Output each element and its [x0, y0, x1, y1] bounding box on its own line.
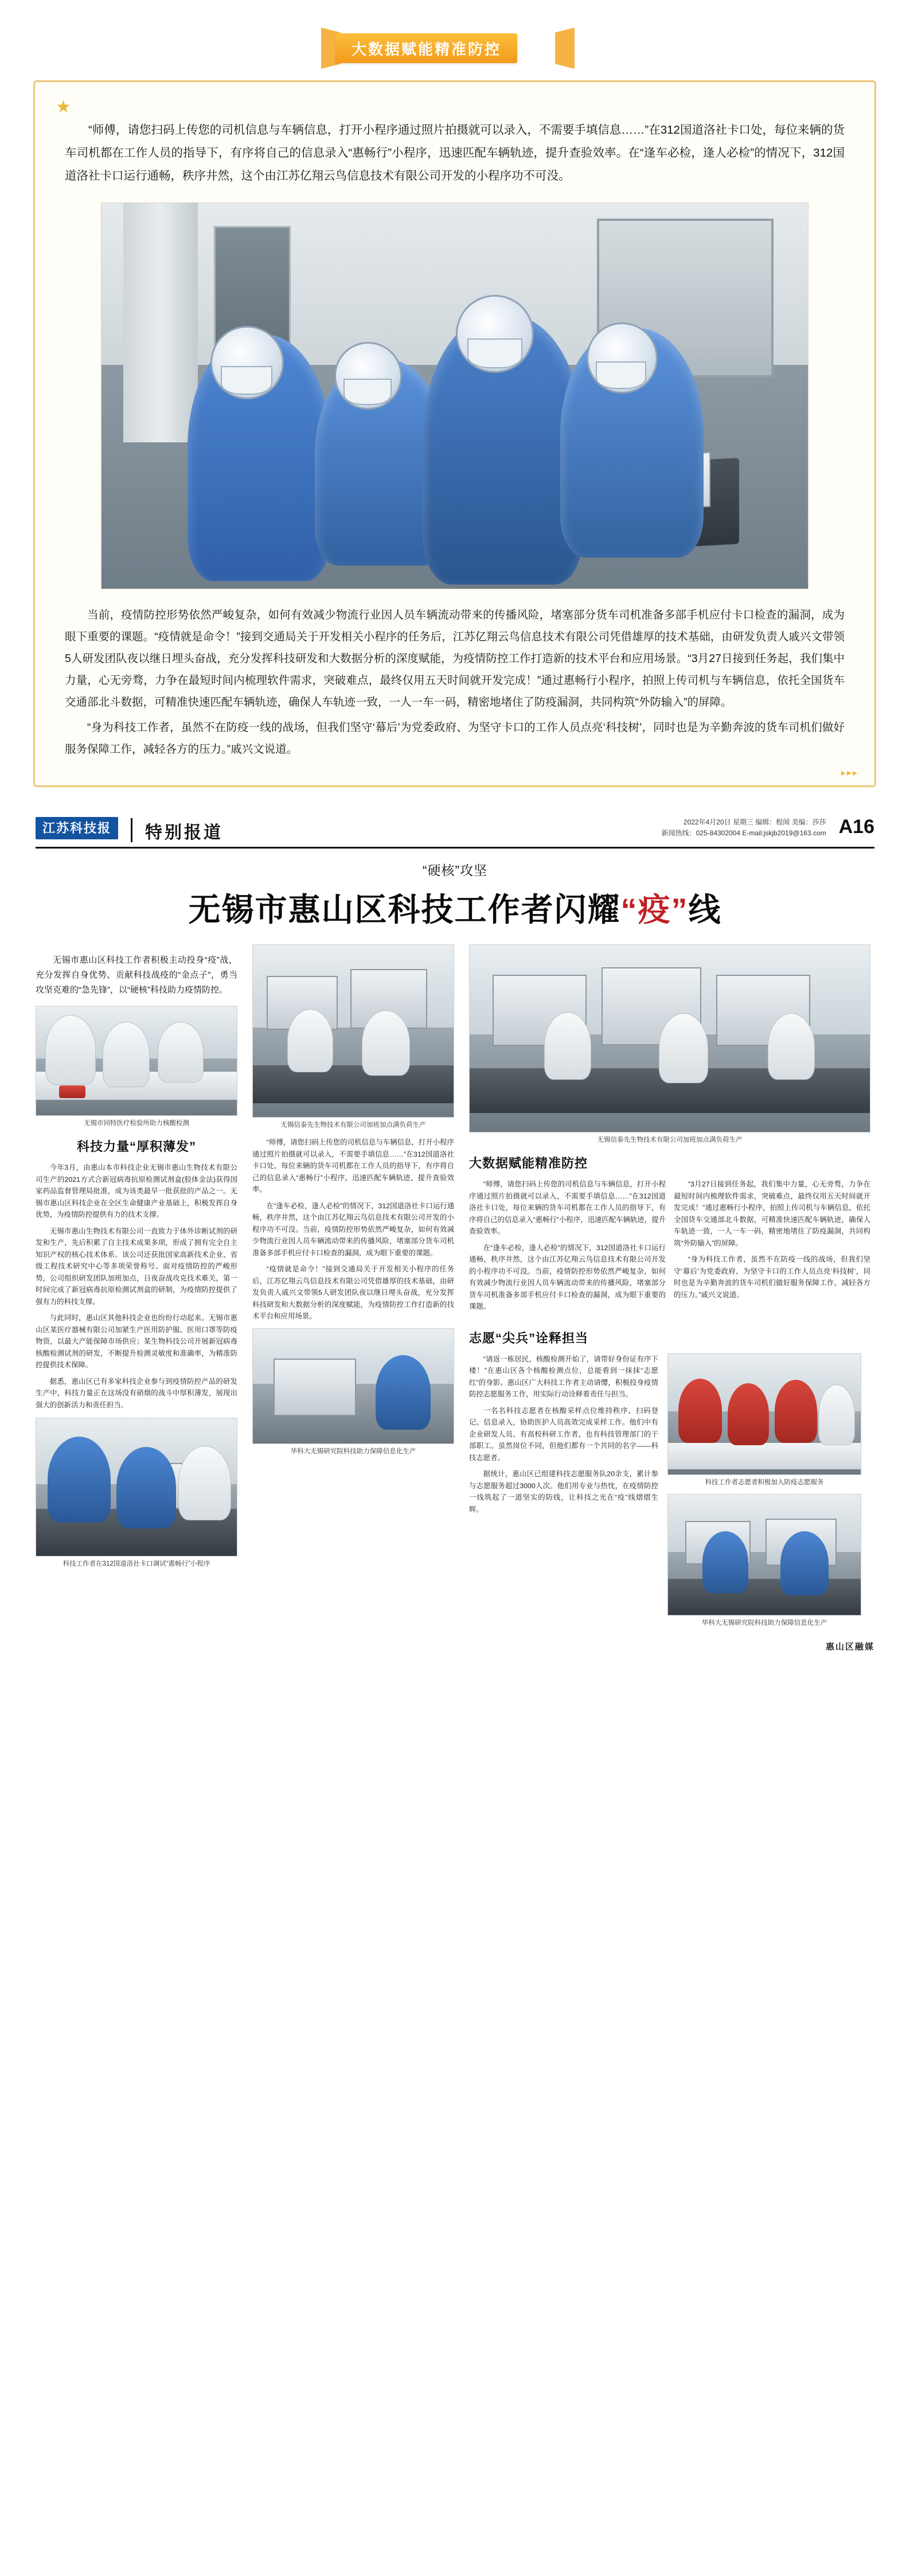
- volunteer-photo-2: [667, 1494, 861, 1616]
- column3-subcolumn-a: [469, 1178, 666, 1317]
- article-paragraph: 当前，疫情防控形势依然严峻复杂，如何有效减少物流行业因人员车辆流动带来的传播风险，堵塞部分货车司机准备多部手机应付卡口检查的漏洞，成为眼下重要的课题。“疫情就是命令！”接到交通局关于开发相关小程序的任务后，江苏亿翔云鸟信息技术有限公司凭借雄厚的技术基础，由研发负责人戚兴文带领5人研发团队夜以继日埋头奋战，充分发挥科技研发和大数据分析的深度赋能，为疫情防控工作打造新的技术平台和应用场景。“3月27日接到任务起，我们集中力量，心无旁骛，力争在最短时间内梳理软件需求，突破难点，最终仅用五天时间就开发完成！”通过惠畅行小程序，拍照上传司机与车辆信息，依托全国货车交通部北斗数据，可精准快速匹配车辆轨迹，确保人车轨迹一致，一人一车一码，精密地堵住了防疫漏洞，共同构筑“外防输入”的屏障。: [65, 609, 845, 709]
- photo-desk: [668, 1579, 861, 1615]
- column1-paragraph: 据悉，惠山区已有多家科技企业参与到疫情防控产品的研发生产中，科技力量正在这场没有硝烟的战斗中厚积薄发，展现出强大的创新活力和责任担当。: [36, 1377, 237, 1409]
- volunteer-paragraph: “请返一栋居民，核酸检测开始了，请带好身份证有序下楼！”在惠山区各个核酸检测点位，总能看到一抹抹“志愿红”的身影。惠山区广大科技工作者主动请缨，积极投身疫情防控志愿服务工作，用实际行动诠释着责任与担当。: [469, 1355, 658, 1398]
- photo-worker-2: [362, 1010, 410, 1076]
- volunteer-paragraph: 一名名科技志愿者在核酸采样点位维持秩序、扫码登记、信息录入，协助医护人员高效完成采样工作。他们中有企业研发人员、有高校科研工作者，也有科技管理部门的干部职工。虽然岗位不同，但他们都有一个共同的名字——科技志愿者。: [469, 1406, 658, 1462]
- newspaper-section-title: 特别报道: [145, 823, 224, 842]
- newspaper-clipping: [0, 811, 910, 1672]
- masthead-divider: [131, 818, 132, 842]
- column2-paragraph: “疫情就是命令！”接到交通局关于开发相关小程序的任务后，江苏亿翔云鸟信息技术有限公司凭借雄厚的技术基础，由研发负责人戚兴文带领5人研发团队夜以继日埋头奋战，充分发挥科技研发和大数据分析的深度赋能，为疫情防控工作打造新的技术平台和应用场景。: [252, 1265, 454, 1320]
- photo-mask-4: [596, 361, 646, 389]
- volunteer-photos: [667, 1353, 861, 1635]
- column1-paragraph: 今年3月，由惠山本市科技企业无锡市惠山生物技术有限公司生产的2021方式合新冠病毒抗原检测试剂盒(胶体金法)获得国家药品监督管理局批准，成为该类最早一批获批的产品之一。无锡市惠山区科技企业在全区生命健康产业基础上，积极发挥自身优势，为疫情防控提供有力的技术支撑。: [36, 1164, 237, 1219]
- photo-volunteer-1: [678, 1379, 722, 1443]
- photo-worker-3: [768, 1013, 815, 1080]
- photo-mask-2: [343, 379, 392, 405]
- photo-caption: 无锡信泰先生物技术有限公司加班加点满负荷生产: [597, 1137, 743, 1143]
- photo-caption: 科技工作者在312国道洛社卡口调试“惠畅行”小程序: [63, 1561, 210, 1567]
- article-card: [33, 80, 876, 787]
- column3-paragraph: “3月27日接到任务起，我们集中力量，心无旁骛，力争在最短时间内梳理软件需求，突破难点，最终仅用五天时间就开发完成！”通过惠畅行小程序，拍照上传司机与车辆信息，依托全国货车交通部北斗数据，可精准快速匹配车辆轨迹，确保人车轨迹一致，一人一车一码，精密地堵住了防疫漏洞，共同构筑“外防输入”的屏障。: [674, 1180, 870, 1247]
- volunteer-section: [469, 1353, 870, 1635]
- photo-person-1: [702, 1531, 748, 1593]
- masthead-rule: [36, 847, 874, 849]
- column3-subcolumn-b: [674, 1178, 870, 1317]
- headline-part-2: 线: [688, 892, 722, 928]
- photo-worker-2: [103, 1022, 150, 1087]
- newspaper-column-1: [36, 944, 237, 1635]
- photo-caption: 华科大无锡研究院科技助力保障信息化生产: [290, 1447, 416, 1455]
- photo-mask-3: [467, 338, 522, 368]
- photo-table: [668, 1443, 861, 1469]
- volunteer-text: [469, 1353, 658, 1635]
- photo-volunteer-4: [818, 1384, 855, 1445]
- arrow-decoration-icon: ▸▸▸: [841, 768, 858, 778]
- star-icon: ★: [56, 98, 73, 116]
- newspaper-column-2: [252, 944, 454, 1635]
- research-photo: [252, 1328, 454, 1444]
- column1-paragraph: 无锡市惠山生物技术有限公司一直致力于体外诊断试剂的研发和生产，先后积累了自主技术成果多项，形成了拥有完全自主知识产权的核心技术体系。该公司还获批国家高新技术企业、省级工程技术研究中心等多项荣誉称号。面对疫情防控的严峻形势，公司组织研发团队加班加点，日夜奋战攻克技术难关，第一时间完成了新冠病毒抗原检测试剂盒的研制，为疫情防控提供了强有力的科技支撑。: [36, 1227, 237, 1306]
- photo-workbench: [253, 1065, 454, 1103]
- photo-person-1: [376, 1355, 431, 1430]
- photo-worker-1: [45, 1015, 96, 1085]
- photo-caption: 无锡信泰先生物技术有限公司加班加点满负荷生产: [280, 1122, 426, 1129]
- factory-photo-left: [252, 944, 454, 1118]
- newspaper-column-3: [469, 944, 870, 1635]
- photo-person-3: [178, 1446, 231, 1520]
- newspaper-masthead: [0, 811, 910, 843]
- photo-mask-1: [221, 366, 272, 395]
- photo-worker-1: [287, 1009, 333, 1072]
- newspaper-intro: 无锡市惠山区科技工作者积极主动投身“疫”战，充分发挥自身优势、贡献科技战疫的“金点子”，勇当攻坚克难的“急先锋”，以“硬核”科技助力疫情防控。: [36, 955, 237, 995]
- article-lead: “师傅，请您扫码上传您的司机信息与车辆信息，打开小程序通过照片拍摄就可以录入，不需要手填信息……”在312国道洛社卡口处，每位来辆的货车司机都在工作人员的指导下，有序将自己的信息录入“惠畅行”小程序，迅速匹配车辆轨迹，提升查验效率。在“逢车必检，逢人必检”的情况下，312国道洛社卡口运行通畅，秩序井然，这个由江苏亿翔云鸟信息技术有限公司开发的小程序功不可没。: [65, 123, 845, 182]
- photo-person-1: [48, 1437, 111, 1523]
- article-paragraph: “身为科技工作者，虽然不在防疫一线的战场，但我们坚守‘幕后’为党委政府、为坚守卡口的工作人员点亮‘科技树’，同时也是为辛勤奔波的货车司机们做好服务保障工作，减轻各方的压力。”戚兴文说道。: [65, 721, 845, 756]
- photo-person-2: [780, 1531, 829, 1596]
- section-subhead-1: 科技力量“厚积薄发”: [76, 1139, 196, 1154]
- column3-paragraph: 在“逢车必检，逢人必检”的情况下，312国道洛社卡口运行通畅，秩序井然，这个由江苏亿翔云鸟信息技术有限公司开发的小程序功不可没。当前，疫情防控形势依然严峻复杂，如何有效减少物流行业因人员车辆流动带来的传播风险，堵塞部分货车司机准备多部手机应付卡口检查的漏洞，成为眼下重要的课题。: [469, 1243, 666, 1310]
- headline-part-1: 无锡市惠山区科技工作者闪耀: [188, 892, 621, 928]
- newspaper-columns: [0, 934, 910, 1635]
- column2-paragraph: “师傅，请您扫码上传您的司机信息与车辆信息，打开小程序通过照片拍摄就可以录入，不需要手填信息……”在312国道洛社卡口处，每位来辆的货车司机都在工作人员的指导下，有序将自己的信息录入“惠畅行”小程序，迅速匹配车辆轨迹，提升查验效率。: [252, 1138, 454, 1193]
- masthead-meta-text: [662, 817, 826, 839]
- column3-paragraph: “身为科技工作者，虽然不在防疫一线的战场，但我们坚守‘幕后’为党委政府、为坚守卡口的工作人员点亮‘科技树’，同时也是为辛勤奔波的货车司机们做好服务保障工作，减轻各方的压力。”戚兴文说道。: [674, 1255, 870, 1299]
- photo-person-2: [116, 1447, 176, 1528]
- photo-volunteer-2: [728, 1383, 769, 1445]
- photo-red-tray: [59, 1085, 85, 1098]
- hero-photo: [101, 203, 809, 589]
- volunteer-paragraph: 据统计，惠山区已组建科技志愿服务队20余支，累计参与志愿服务超过3000人次。他们用专业与热忱，在疫情防控一线筑起了一道坚实的防线，让科技之光在“疫”线熠熠生辉。: [469, 1470, 658, 1513]
- photo-caption: 科技工作者志愿者积极加入防疫志愿服务: [705, 1478, 824, 1486]
- ribbon-tail-right-icon: [555, 28, 575, 69]
- photo-volunteer-3: [775, 1380, 817, 1443]
- article-headline: [0, 885, 910, 931]
- banner-title: 大数据赋能精准防控: [335, 33, 517, 63]
- section-subhead-3: 志愿“尖兵”诠释担当: [469, 1330, 589, 1345]
- photo-pillar: [123, 203, 198, 442]
- lab-photo: [36, 1006, 237, 1116]
- newspaper-logo: 江苏科技报: [36, 817, 118, 839]
- photo-worker-3: [158, 1022, 204, 1083]
- column2-paragraph: 在“逢车必检，逢人必检”的情况下，312国道洛社卡口运行通畅，秩序井然，这个由江苏亿翔云鸟信息技术有限公司开发的小程序功不可没。当前，疫情防控形势依然严峻复杂，如何有效减少物流行业因人员车辆流动带来的传播风险，堵塞部分货车司机准备多部手机应付卡口检查的漏洞，成为眼下重要的课题。: [252, 1201, 454, 1257]
- masthead-date-line: 2022年4月20日 星期三 编辑：程闻 美编：莎莎: [683, 818, 826, 826]
- masthead-contact-line: 新闻热线：025-84302004 E-mail:jskjb2019@163.com: [661, 829, 826, 837]
- headline-highlight: “疫”: [620, 892, 689, 928]
- checkpoint-photo: [36, 1418, 237, 1557]
- section-subhead-2: 大数据赋能精准防控: [469, 1156, 588, 1170]
- column3-paragraph: “师傅，请您扫码上传您的司机信息与车辆信息，打开小程序通过照片拍摄就可以录入，不需要手填信息……”在312国道洛社卡口处，每位来辆的货车司机都在工作人员的指导下，有序将自己的信息录入“惠畅行”小程序，迅速匹配车辆轨迹，提升查验效率。: [469, 1180, 666, 1235]
- newspaper-footer-brand: 惠山区融媒: [825, 1641, 874, 1652]
- column1-paragraph: 与此同时，惠山区其他科技企业也纷纷行动起来。无锡市惠山区某医疗器械有限公司加紧生产医用防护服、医用口罩等防疫物资，以最大产能保障市场供应；某生物科技公司开展新冠病毒核酸检测试剂的研发，不断提升检测灵敏度和准确率，为精准防控提供技术保障。: [36, 1314, 237, 1369]
- top-banner: [0, 0, 910, 80]
- volunteer-photo-1: [667, 1353, 861, 1475]
- photo-caption: 无锡市同特医疗检验所助力核酸检测: [84, 1120, 189, 1127]
- photo-worker-2: [659, 1013, 708, 1083]
- photo-screen: [274, 1359, 356, 1416]
- page-number: A16: [838, 816, 874, 838]
- photo-caption: 华科大无锡研究院科技助力保障信息化生产: [701, 1619, 827, 1626]
- photo-worker-1: [544, 1012, 591, 1080]
- factory-photo: [469, 944, 870, 1133]
- column3-text-group: [469, 1178, 870, 1317]
- masthead-meta: [662, 817, 874, 839]
- article-kicker: “硬核”攻坚: [422, 863, 488, 878]
